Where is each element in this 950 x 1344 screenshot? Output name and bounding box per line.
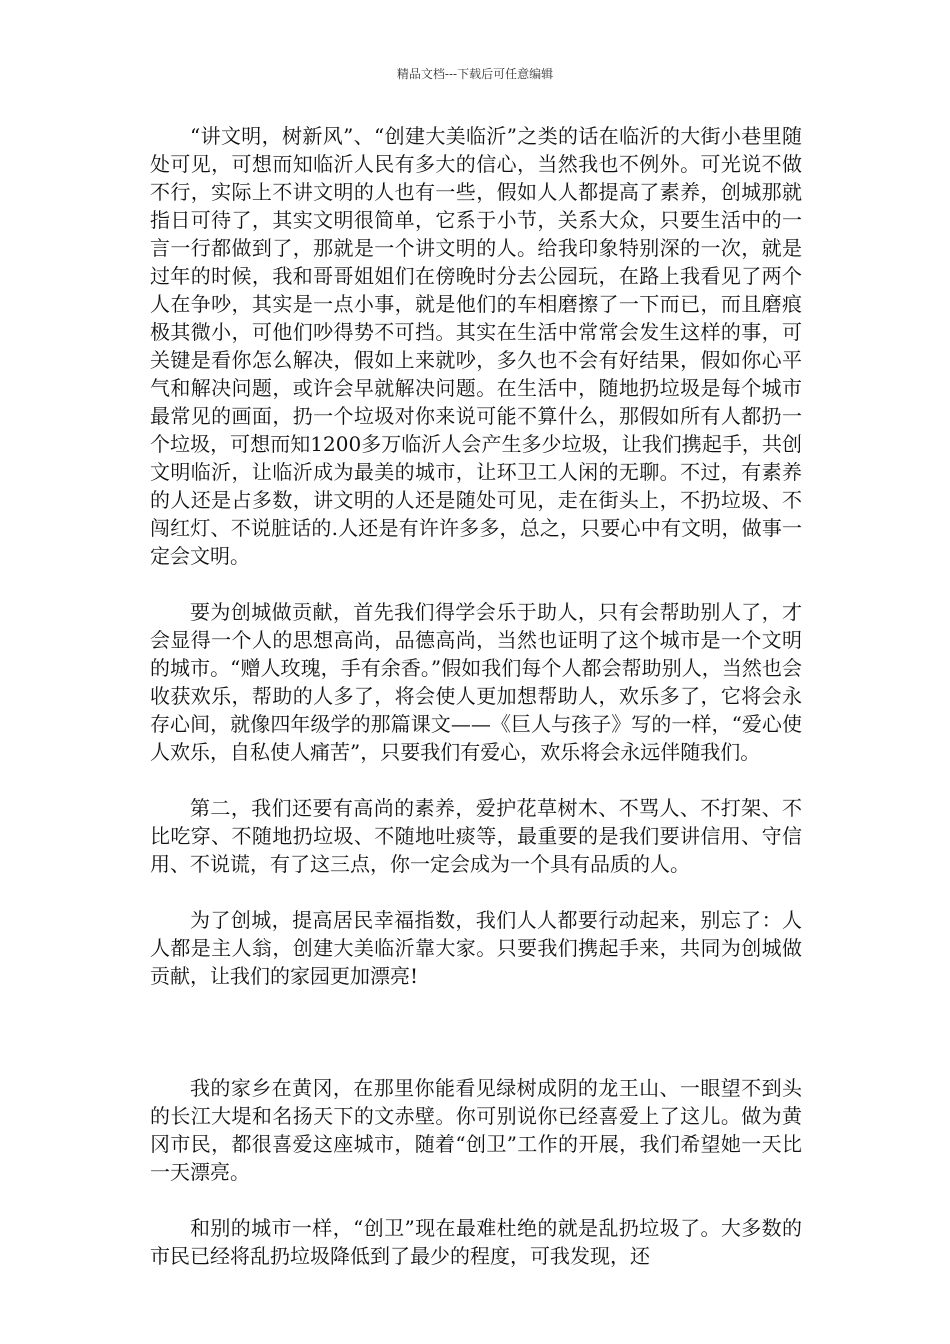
paragraph-6: 和别的城市一样，“创卫”现在最难杜绝的就是乱扔垃圾了。大多数的市民已经将乱扔垃圾降低到了最少的程度，可我发现，还 xyxy=(150,1216,802,1268)
paragraph-2: 要为创城做贡献，首先我们得学会乐于助人，只有会帮助别人了，才会显得一个人的思想高尚，品德高尚，当然也证明了这个城市是一个文明的城市。“赠人玫瑰，手有余香。”假如我们每个人都会帮助别人，当然也会收获欢乐，帮助的人多了，将会使人更加想帮助人，欢乐多了，它将会永存心间，就像四年级学的那篇课文——《巨人与孩子》写的一样，“爱心使人欢乐，自私使人痛苦”，只要我们有爱心，欢乐将会永远伴随我们。 xyxy=(150,600,802,764)
paragraph-5: 我的家乡在黄冈，在那里你能看见绿树成阴的龙王山、一眼望不到头的长江大堤和名扬天下的文赤壁。你可别说你已经喜爱上了这儿。做为黄冈市民，都很喜爱这座城市，随着“创卫”工作的开展，我们希望她一天比一天漂亮。 xyxy=(150,1076,802,1184)
paragraph-3: 第二，我们还要有高尚的素养，爱护花草树木、不骂人、不打架、不比吃穿、不随地扔垃圾、不随地吐痰等，最重要的是我们要讲信用、守信用、不说谎，有了这三点，你一定会成为一个具有品质的人。 xyxy=(150,796,802,876)
paragraph-spacer xyxy=(150,570,802,598)
page-header: 精品文档---下载后可任意编辑 xyxy=(396,67,554,81)
paragraph-spacer xyxy=(150,766,802,794)
document-body xyxy=(150,122,802,1270)
paragraph-4: 为了创城，提高居民幸福指数，我们人人都要行动起来，别忘了：人人都是主人翁，创建大美临沂靠大家。只要我们携起手来，共同为创城做贡献，让我们的家园更加漂亮! xyxy=(150,908,802,988)
paragraph-spacer xyxy=(150,1186,802,1214)
paragraph-1: “讲文明，树新风”、“创建大美临沂”之类的话在临沂的大街小巷里随处可见，可想而知临沂人民有多大的信心，当然我也不例外。可光说不做不行，实际上不讲文明的人也有一些，假如人人都提高了素养，创城那就指日可待了，其实文明很简单，它系于小节，关系大众，只要生活中的一言一行都做到了，那就是一个讲文明的人。给我印象特别深的一次，就是过年的时候，我和哥哥姐姐们在傍晚时分去公园玩，在路上我看见了两个人在争吵，其实是一点小事，就是他们的车相磨擦了一下而已，而且磨痕极其微小，可他们吵得势不可挡。其实在生活中常常会发生这样的事，可关键是看你怎么解决，假如上来就吵，多久也不会有好结果，假如你心平气和解决问题，或许会早就解决问题。在生活中，随地扔垃圾是每个城市最常见的画面，扔一个垃圾对你来说可能不算什么，那假如所有人都扔一个垃圾，可想而知1200多万临沂人会产生多少垃圾，让我们携起手，共创文明临沂，让临沂成为最美的城市，让环卫工人闲的无聊。不过，有素养的人还是占多数，讲文明的人还是随处可见，走在街头上，不扔垃圾、不闯红灯、不说脏话的.人还是有许许多多，总之，只要心中有文明，做事一定会文明。 xyxy=(150,124,802,568)
paragraph-spacer xyxy=(150,878,802,906)
section-spacer xyxy=(150,990,802,1074)
